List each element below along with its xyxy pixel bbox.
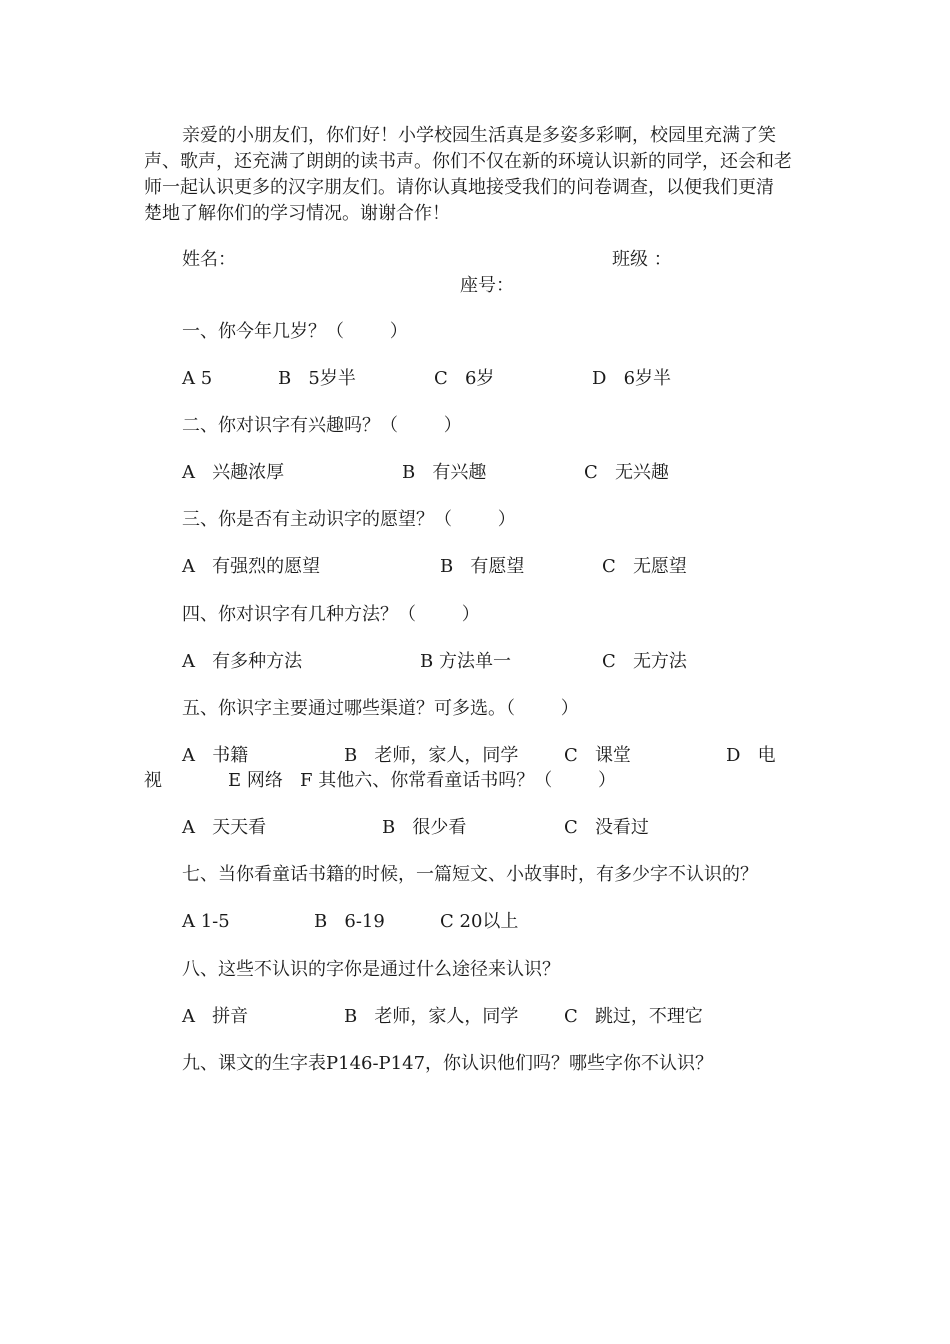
q7-option-a: A 1-5 bbox=[182, 911, 230, 932]
q7-option-c: C 20以上 bbox=[440, 911, 519, 932]
q5-option-c: C 课堂 bbox=[564, 745, 631, 766]
q5-option-d: D 电 bbox=[726, 745, 776, 766]
q4-option-a: A 有多种方法 bbox=[182, 651, 303, 672]
q4-option-b: B 方法单一 bbox=[420, 651, 511, 672]
name-label: 姓名： bbox=[182, 249, 236, 270]
q6-option-a: A 天天看 bbox=[182, 817, 267, 838]
q5-option-b: B 老师，家人，同学 bbox=[344, 745, 519, 766]
q1-option-a: A 5 bbox=[182, 368, 213, 389]
q1-option-b: B 5岁半 bbox=[278, 368, 356, 389]
q6-option-b: B 很少看 bbox=[382, 817, 467, 838]
q2-option-b: B 有兴趣 bbox=[402, 462, 487, 483]
q3-option-c: C 无愿望 bbox=[602, 556, 687, 577]
intro-line-2: 声、歌声，还充满了朗朗的读书声。你们不仅在新的环境认识新的同学，还会和老 bbox=[144, 151, 792, 172]
question-3: 三、你是否有主动识字的愿望？（ ） bbox=[182, 509, 516, 530]
q7-option-b: B 6-19 bbox=[314, 911, 385, 932]
class-label: 班级 ： bbox=[612, 249, 672, 270]
q8-option-a: A 拼音 bbox=[182, 1006, 249, 1027]
question-2: 二、你对识字有兴趣吗？（ ） bbox=[182, 415, 462, 436]
q2-option-a: A 兴趣浓厚 bbox=[182, 462, 285, 483]
seat-label: 座号： bbox=[460, 275, 514, 296]
question-1: 一、你今年几岁？（ ） bbox=[182, 321, 408, 342]
question-4: 四、你对识字有几种方法？（ ） bbox=[182, 604, 480, 625]
q5-option-d-continued: 视 bbox=[144, 770, 162, 791]
q3-option-b: B 有愿望 bbox=[440, 556, 525, 577]
q5-options-and-question-6: E 网络 F 其他六、你常看童话书吗？（ ） bbox=[228, 770, 617, 791]
q8-option-c: C 跳过，不理它 bbox=[564, 1006, 703, 1027]
question-9: 九、课文的生字表P146-P147，你认识他们吗？哪些字你不认识？ bbox=[182, 1053, 714, 1074]
q1-option-d: D 6岁半 bbox=[592, 368, 672, 389]
q6-option-c: C 没看过 bbox=[564, 817, 649, 838]
question-7: 七、当你看童话书籍的时候，一篇短文、小故事时，有多少字不认识的？ bbox=[182, 864, 758, 885]
intro-line-1: 亲爱的小朋友们，你们好！小学校园生活真是多姿多彩啊，校园里充满了笑 bbox=[182, 125, 776, 146]
question-5: 五、你识字主要通过哪些渠道？可多选。（ ） bbox=[182, 698, 579, 719]
q1-option-c: C 6岁 bbox=[434, 368, 495, 389]
intro-line-4: 楚地了解你们的学习情况。谢谢合作！ bbox=[144, 203, 450, 224]
q3-option-a: A 有强烈的愿望 bbox=[182, 556, 321, 577]
intro-line-3: 师一起认识更多的汉字朋友们。请你认真地接受我们的问卷调查，以便我们更清 bbox=[144, 177, 774, 198]
q2-option-c: C 无兴趣 bbox=[584, 462, 669, 483]
q5-option-a: A 书籍 bbox=[182, 745, 249, 766]
question-8: 八、这些不认识的字你是通过什么途径来认识？ bbox=[182, 959, 560, 980]
q4-option-c: C 无方法 bbox=[602, 651, 687, 672]
q8-option-b: B 老师，家人，同学 bbox=[344, 1006, 519, 1027]
